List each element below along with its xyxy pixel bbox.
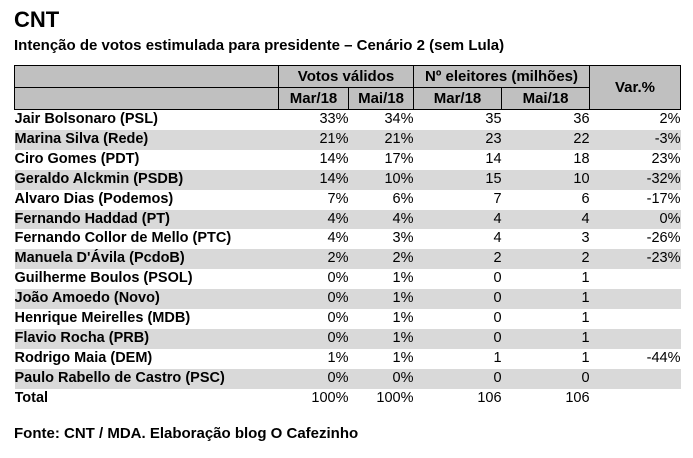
votos-validos-mai18-value: 1% — [392, 270, 414, 287]
eleitores-mai18-value: 18 — [573, 150, 590, 167]
candidate-name: João Amoedo (Novo) — [14, 290, 160, 307]
eleitores-mai18-value: 4 — [581, 210, 590, 227]
variation-value — [590, 369, 681, 389]
header-votos-mar18: Mar/18 — [279, 88, 349, 110]
poll-table-body — [15, 110, 681, 409]
votos-validos-mai18-value: 2% — [392, 250, 414, 267]
eleitores-mar18-value: 0 — [493, 329, 502, 346]
eleitores-mar18-value: 1 — [493, 349, 502, 366]
candidate-name: Paulo Rabello de Castro (PSC) — [14, 369, 225, 386]
votos-validos-mai18-value: 4% — [392, 210, 414, 227]
eleitores-mai18-value: 10 — [573, 170, 590, 187]
candidate-name: Fernando Haddad (PT) — [14, 210, 170, 227]
variation-value: -3% — [654, 130, 681, 147]
poll-table-header — [15, 66, 681, 110]
votos-validos-mai18-value: 6% — [392, 190, 414, 207]
votos-validos-mai18-value: 1% — [392, 329, 414, 346]
eleitores-mar18-value: 0 — [493, 290, 502, 307]
eleitores-mai18-value: 6 — [581, 190, 590, 207]
table-row — [15, 389, 681, 409]
table-row — [15, 289, 681, 309]
votos-validos-mar18-value: 4% — [327, 230, 349, 247]
votos-validos-mar18-value: 1% — [327, 349, 349, 366]
candidate-name: Jair Bolsonaro (PSL) — [14, 111, 158, 127]
table-row — [15, 229, 681, 249]
votos-validos-mar18-value: 33% — [319, 111, 349, 127]
votos-validos-mai18-value: 0% — [392, 369, 414, 386]
eleitores-mar18-value: 2 — [493, 250, 502, 267]
header-var-percent: Var.% — [590, 66, 681, 110]
votos-validos-mar18-value: 7% — [327, 190, 349, 207]
eleitores-mai18-value: 2 — [581, 250, 590, 267]
votos-validos-mai18-value: 1% — [392, 290, 414, 307]
eleitores-mai18-value: 0 — [581, 369, 590, 386]
header-group-votos-validos: Votos válidos — [279, 66, 414, 88]
candidate-name: Total — [14, 389, 49, 406]
candidate-name: Alvaro Dias (Podemos) — [14, 190, 174, 207]
eleitores-mar18-value: 23 — [485, 130, 502, 147]
header-eleitores-mar18: Mar/18 — [414, 88, 502, 110]
votos-validos-mai18-value: 21% — [384, 130, 414, 147]
eleitores-mai18-value: 1 — [581, 290, 590, 307]
eleitores-mai18-value: 22 — [573, 130, 590, 147]
table-row — [15, 210, 681, 230]
variation-value: -44% — [646, 349, 681, 366]
variation-value: -32% — [646, 170, 681, 187]
eleitores-mar18-value: 14 — [485, 150, 502, 167]
variation-value — [590, 269, 681, 289]
header-eleitores-mai18: Mai/18 — [502, 88, 590, 110]
eleitores-mai18-value: 3 — [581, 230, 590, 247]
votos-validos-mar18-value: 2% — [327, 250, 349, 267]
header-group-row — [15, 66, 681, 88]
eleitores-mai18-value: 36 — [573, 111, 590, 127]
eleitores-mar18-value: 0 — [493, 369, 502, 386]
table-row — [15, 349, 681, 369]
eleitores-mai18-value: 1 — [581, 270, 590, 287]
votos-validos-mar18-value: 100% — [311, 389, 349, 406]
votos-validos-mar18-value: 0% — [327, 310, 349, 327]
votos-validos-mar18-value: 0% — [327, 369, 349, 386]
eleitores-mai18-value: 1 — [581, 329, 590, 346]
table-row — [15, 309, 681, 329]
variation-value: 23% — [651, 150, 681, 167]
header-group-n-eleitores: Nº eleitores (milhões) — [414, 66, 590, 88]
header-sub-row — [15, 88, 681, 110]
votos-validos-mai18-value: 10% — [384, 170, 414, 187]
eleitores-mar18-value: 15 — [485, 170, 502, 187]
variation-value — [590, 329, 681, 349]
variation-value — [590, 389, 681, 409]
variation-value: -23% — [646, 250, 681, 267]
votos-validos-mar18-value: 0% — [327, 290, 349, 307]
eleitores-mar18-value: 7 — [493, 190, 502, 207]
table-row — [15, 190, 681, 210]
table-row — [15, 269, 681, 289]
table-row — [15, 150, 681, 170]
votos-validos-mai18-value: 17% — [384, 150, 414, 167]
votos-validos-mar18-value: 0% — [327, 329, 349, 346]
votos-validos-mai18-value: 100% — [376, 389, 414, 406]
votos-validos-mar18-value: 4% — [327, 210, 349, 227]
header-empty-cell — [15, 66, 279, 88]
votos-validos-mar18-value: 21% — [319, 130, 349, 147]
candidate-name: Ciro Gomes (PDT) — [14, 150, 140, 167]
table-row — [15, 170, 681, 190]
eleitores-mar18-value: 35 — [485, 111, 502, 127]
page-title: CNT — [14, 7, 60, 32]
variation-value: 0% — [659, 210, 681, 227]
page-subtitle: Intenção de votos estimulada para presidente – Cenário 2 (sem Lula) — [14, 37, 505, 54]
candidate-name: Geraldo Alckmin (PSDB) — [14, 170, 184, 187]
header-votos-mai18: Mai/18 — [349, 88, 414, 110]
table-row — [15, 110, 681, 130]
header-empty-cell-2 — [15, 88, 279, 110]
eleitores-mai18-value: 106 — [565, 389, 590, 406]
votos-validos-mar18-value: 0% — [327, 270, 349, 287]
candidate-name: Flavio Rocha (PRB) — [14, 329, 150, 346]
votos-validos-mai18-value: 3% — [392, 230, 414, 247]
eleitores-mar18-value: 4 — [493, 230, 502, 247]
variation-value — [590, 289, 681, 309]
candidate-name: Manuela D'Ávila (PcdoB) — [14, 250, 185, 267]
eleitores-mai18-value: 1 — [581, 349, 590, 366]
eleitores-mai18-value: 1 — [581, 310, 590, 327]
variation-value: -17% — [646, 190, 681, 207]
eleitores-mar18-value: 4 — [493, 210, 502, 227]
source-note: Fonte: CNT / MDA. Elaboração blog O Cafezinho — [14, 424, 359, 442]
candidate-name: Fernando Collor de Mello (PTC) — [14, 230, 232, 247]
candidate-name: Guilherme Boulos (PSOL) — [14, 270, 193, 287]
variation-value: -26% — [646, 230, 681, 247]
candidate-name: Henrique Meirelles (MDB) — [14, 310, 191, 327]
table-row — [15, 369, 681, 389]
table-row — [15, 130, 681, 150]
votos-validos-mai18-value: 1% — [392, 310, 414, 327]
variation-value — [590, 309, 681, 329]
table-row — [15, 329, 681, 349]
votos-validos-mar18-value: 14% — [319, 170, 349, 187]
candidate-name: Rodrigo Maia (DEM) — [14, 349, 153, 366]
votos-validos-mar18-value: 14% — [319, 150, 349, 167]
votos-validos-mai18-value: 34% — [384, 111, 414, 127]
votos-validos-mai18-value: 1% — [392, 349, 414, 366]
eleitores-mar18-value: 0 — [493, 310, 502, 327]
candidate-name: Marina Silva (Rede) — [14, 130, 149, 147]
variation-value: 2% — [659, 111, 681, 127]
eleitores-mar18-value: 0 — [493, 270, 502, 287]
poll-table — [14, 65, 681, 409]
eleitores-mar18-value: 106 — [477, 389, 502, 406]
table-row — [15, 249, 681, 269]
